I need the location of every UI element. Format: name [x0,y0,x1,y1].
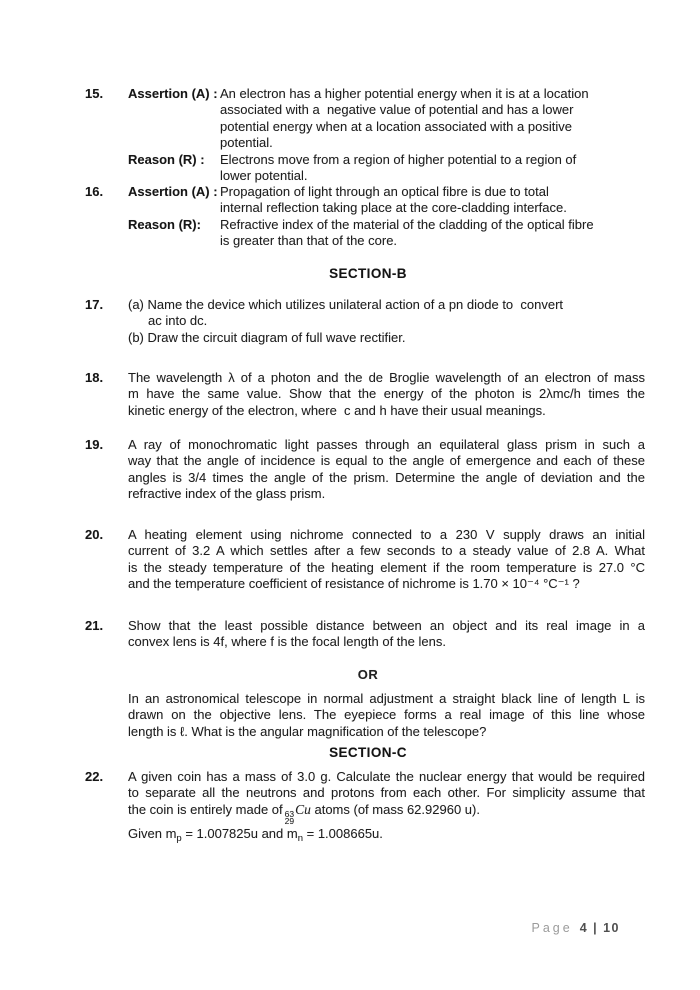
question-body [128,437,645,503]
text-line: is the steady temperature of the heating element if the room temperature is 27.0 °C [128,559,645,575]
text-line: way that the angle of incidence is equal to the angle of emergence and each of these [128,453,645,469]
reason-text [220,152,645,185]
text-line: lower potential. [220,168,308,184]
isotope-mass-number: 63 [284,808,295,819]
question-number: 16. [85,184,104,199]
given-sub-n: n [297,832,304,844]
question-17 [85,297,645,346]
or-label: OR [357,667,379,682]
text-line: A given coin has a mass of 3.0 g. Calculate the nuclear energy that would be required [128,769,645,784]
reason-label: Reason (R): [128,216,201,232]
section-b-heading: SECTION-B [329,266,407,281]
text-line: The wavelength λ of a photon and the de Broglie wavelength of an electron of mass [128,370,645,385]
text-line: angles is 3/4 times the angle of the prism. Determine the angle of deviation and the [128,469,645,485]
isotope-line-post: atoms (of mass 62.92960 u). [310,801,480,817]
text-line: Show that the least possible distance between an object and its real image in a [128,618,645,633]
question-line: (b) Draw the circuit diagram of full wave rectifier. [128,329,406,345]
reason-label: Reason (R) : [128,151,205,167]
question-number: 20. [85,527,104,542]
question-body [128,769,645,842]
question-19 [85,437,645,503]
assertion-label: Assertion (A) : [128,86,218,101]
reason-row [128,217,645,250]
question-number: 15. [85,86,104,101]
text-line: is greater than that of the core. [220,233,398,249]
question-number: 21. [85,618,104,633]
text-line: potential. [220,135,273,151]
question-body [128,86,645,184]
text-line: internal reflection taking place at the core-cladding interface. [220,200,567,216]
section-c-heading: SECTION-C [329,745,407,760]
footer-page-word: Page [531,921,573,935]
question-lines [128,769,645,802]
text-line: kinetic energy of the electron, where c and h have their usual meanings. [128,402,546,418]
isotope-atomic-number: 29 [284,816,295,827]
text-line: current of 3.2 A which settles after a few seconds to a steady value of 2.8 A. What [128,543,645,559]
assertion-text [220,86,645,152]
question-22 [85,769,645,842]
isotope-line [128,802,645,826]
text-line: and the temperature coefficient of resistance of nichrome is 1.70 × 10⁻⁴ °C⁻¹ ? [128,576,580,592]
question-body [128,691,645,740]
text-line: Refractive index of the material of the cladding of the optical fibre [220,216,594,232]
text-line: convex lens is 4f, where f is the focal length of the lens. [128,634,446,650]
text-line: A heating element using nichrome connected to a 230 V supply draws an initial [128,527,645,542]
text-line: Propagation of light through an optical fibre is due to total [220,184,549,199]
isotope-line-pre: the coin is entirely made of [128,801,283,817]
text-line: drawn on the objective lens. The eyepiece forms a real image of this line whose [128,707,645,723]
assertion-row [128,184,645,217]
reason-row [128,152,645,185]
question-number: 22. [85,769,104,784]
given-pre: Given m [128,825,177,841]
text-line: to separate all the neutrons and protons from each other. For simplicity assume that [128,785,645,801]
text-line: An electron has a higher potential energy when it is at a location [220,86,589,101]
footer-page-number: 4 | 10 [579,921,620,935]
text-line: Electrons move from a region of higher potential to a region of [220,151,577,167]
text-line: potential energy when at a location associated with a positive [220,118,572,134]
question-body [128,618,645,651]
question-number: 17. [85,297,104,312]
text-line: associated with a negative value of potential and has a lower [220,102,574,118]
text-line: In an astronomical telescope in normal adjustment a straight black line of length L is [128,691,645,706]
given-mid: = 1.007825u and m [181,825,298,841]
question-18 [85,370,645,419]
isotope-notation [284,808,295,827]
question-20 [85,527,645,593]
question-21-or [85,691,645,740]
text-line: m have the same value. Show that the energy of the photon is 2λmc/h times the [128,386,645,402]
text-line: refractive index of the glass prism. [128,486,326,502]
isotope-symbol: Cu [295,801,311,817]
assertion-row [128,86,645,152]
question-16 [85,184,645,250]
given-post: = 1.008665u. [303,825,383,841]
assertion-label: Assertion (A) : [128,184,218,199]
question-body [128,527,645,593]
text-line: A ray of monochromatic light passes through an equilateral glass prism in such a [128,437,645,452]
page-footer [531,921,620,936]
reason-text [220,217,645,250]
question-body [128,184,645,250]
question-number: 18. [85,370,104,385]
given-sub-p: p [176,832,182,844]
question-body [128,370,645,419]
text-line: length is ℓ. What is the angular magnification of the telescope? [128,723,487,739]
question-21 [85,618,645,651]
question-body [128,297,645,346]
question-15 [85,86,645,184]
question-line: (a) Name the device which utilizes unilateral action of a pn diode to convert [128,297,564,312]
question-line: ac into dc. [148,313,208,329]
question-number: 19. [85,437,104,452]
given-line [128,826,645,842]
assertion-text [220,184,645,217]
